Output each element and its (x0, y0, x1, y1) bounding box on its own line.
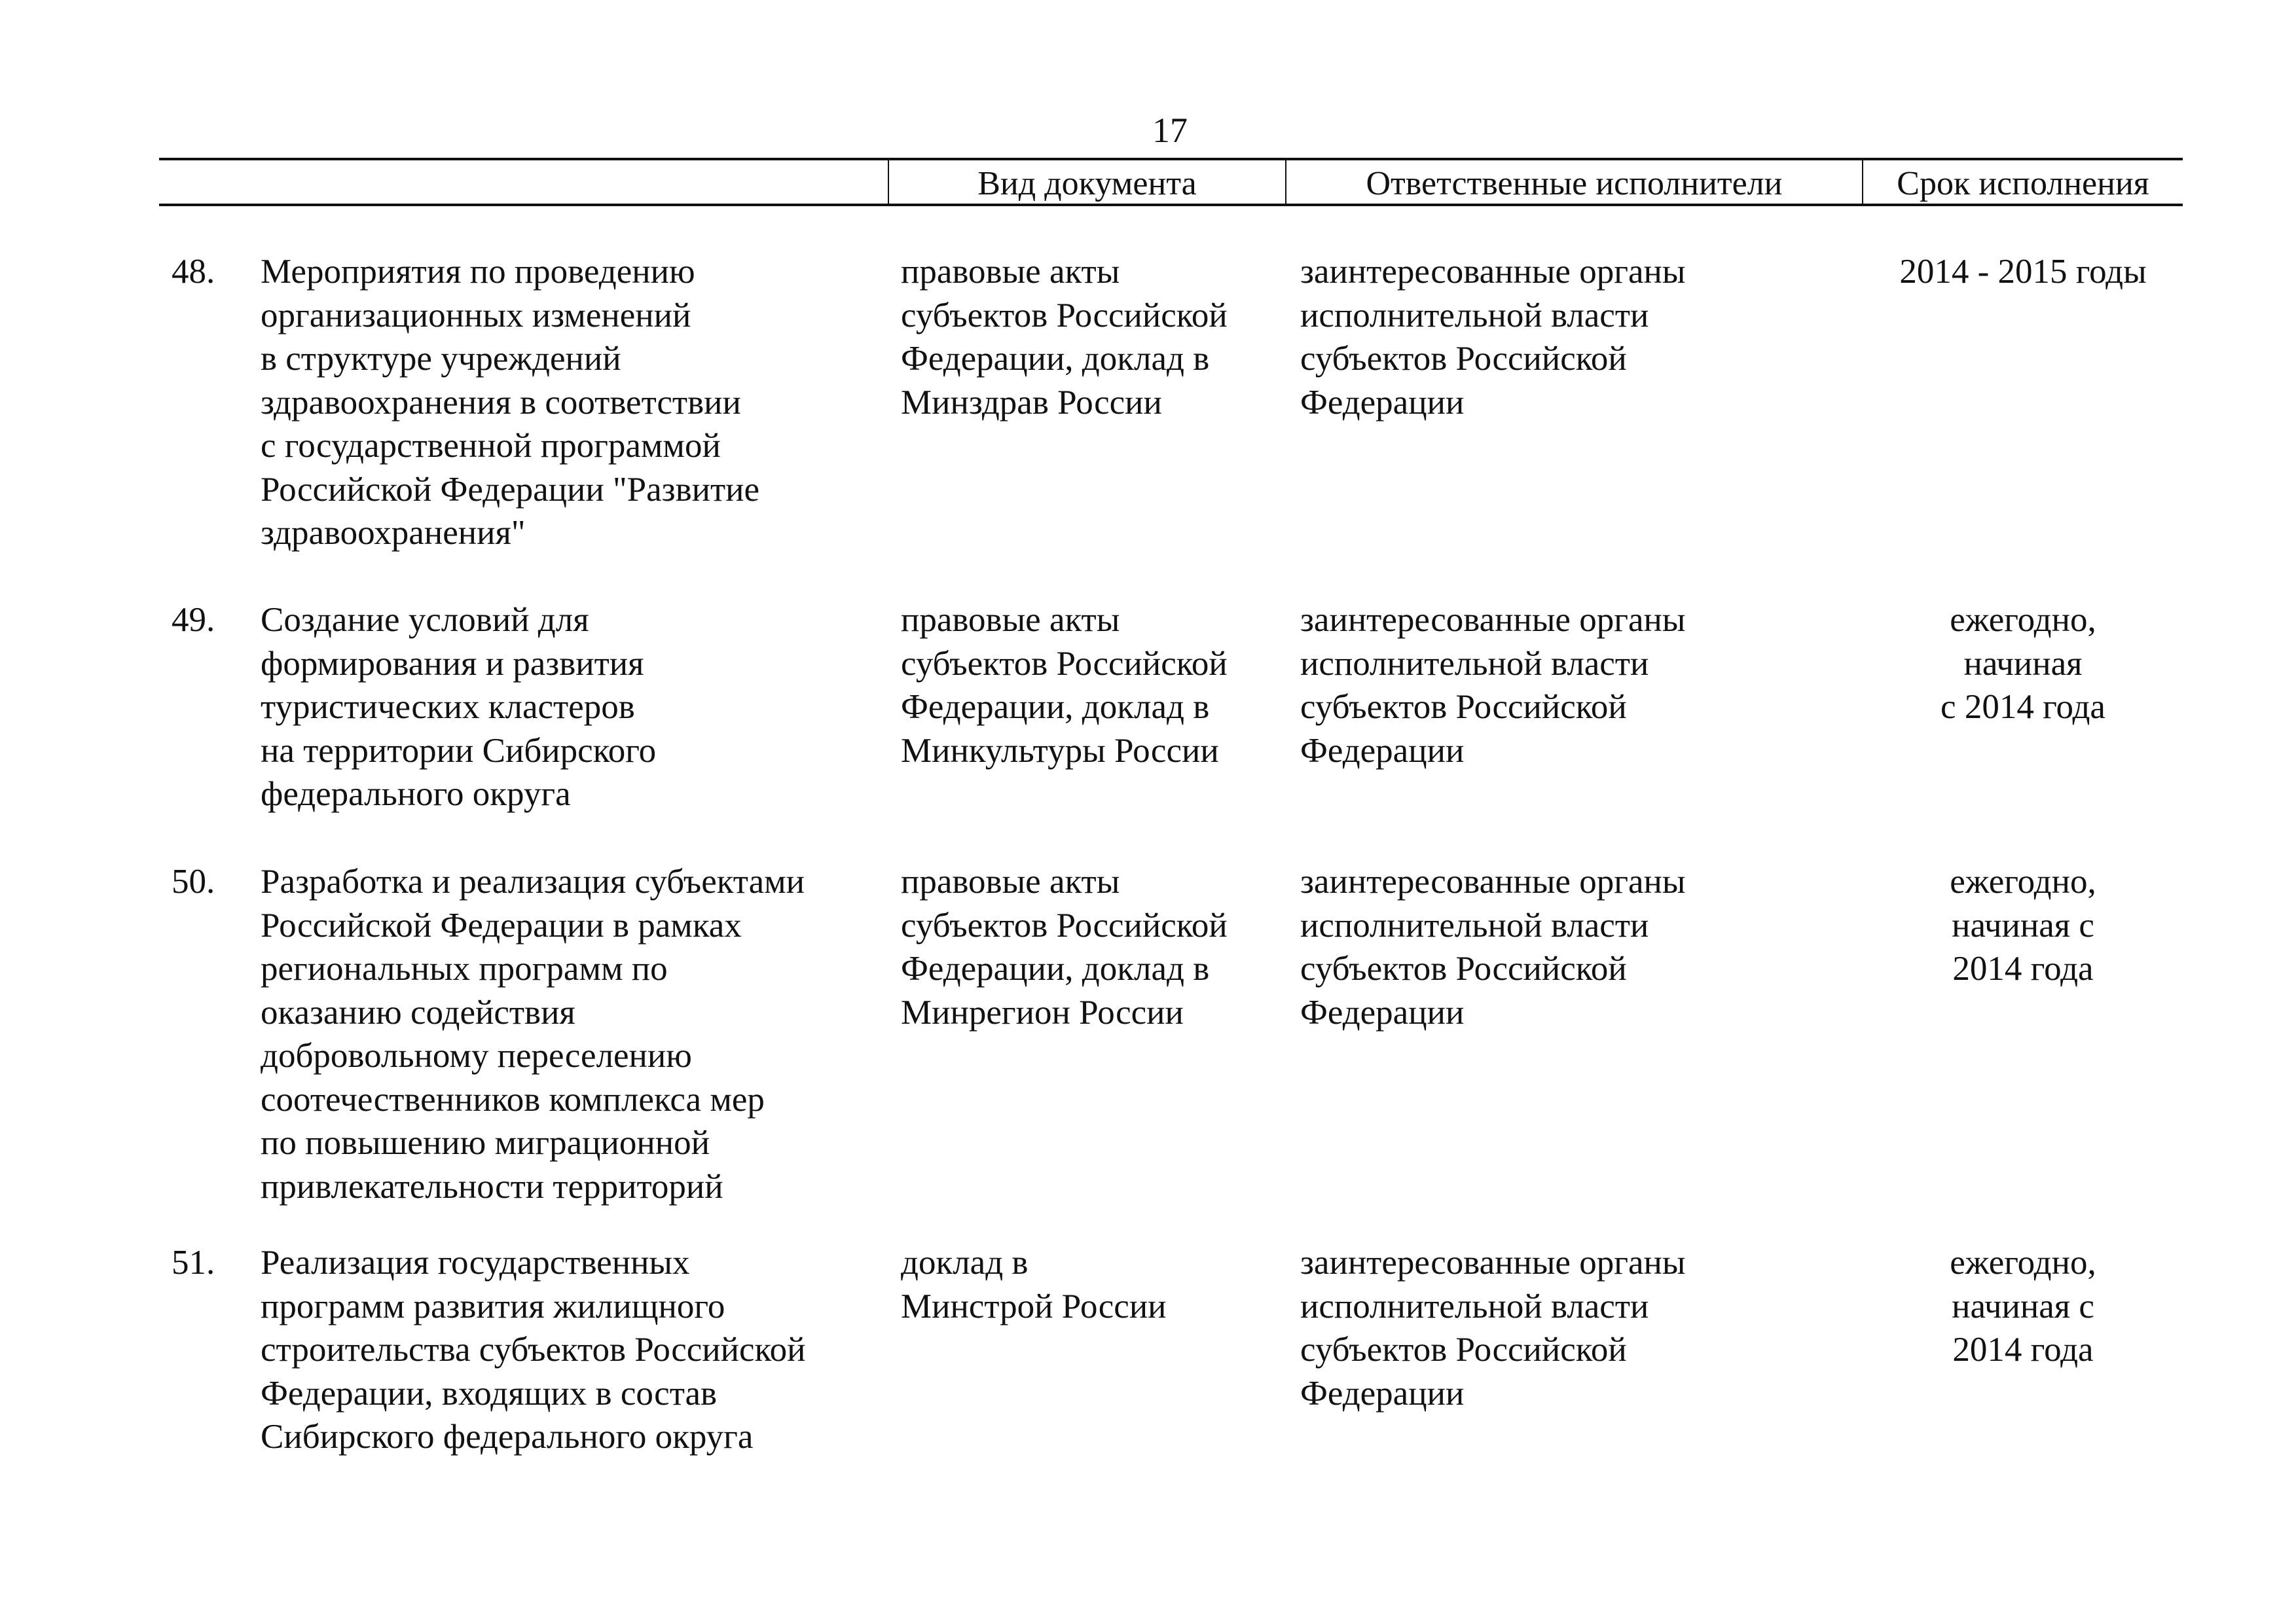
row-responsible: заинтересованные органы исполнительной власти субъектов Российской Федерации (1300, 863, 1686, 1032)
header-doc-type: Вид документа (977, 165, 1197, 202)
table-top-rule (159, 158, 2183, 160)
row-measure: Реализация государственных программ развития жилищного строительства субъектов Российской Федерации, входящих в состав Сибирского федерального округа (261, 1244, 806, 1456)
header-deadline: Срок исполнения (1897, 165, 2149, 202)
row-measure: Мероприятия по проведению организационных изменений в структуре учреждений здравоохранения в соответствии с государственной программой Российской Федерации "Развитие здравоохранения" (261, 253, 760, 552)
row-doc-type: доклад в Минстрой России (901, 1244, 1167, 1325)
row-number: 51. (172, 1244, 215, 1282)
row-doc-type: правовые акты субъектов Российской Федерации, доклад в Минздрав России (901, 253, 1228, 422)
row-measure: Разработка и реализация субъектами Российской Федерации в рамках региональных программ по оказанию содействия добровольному переселению соотечественников комплекса мер по повышению миграционной привлекательности территорий (261, 863, 805, 1206)
row-number: 48. (172, 253, 215, 291)
row-deadline: ежегодно, начиная с 2014 года (1950, 1244, 2096, 1369)
row-measure: Создание условий для формирования и развития туристических кластеров на территории Сибирского федерального округа (261, 601, 657, 813)
row-number: 50. (172, 863, 215, 901)
row-responsible: заинтересованные органы исполнительной власти субъектов Российской Федерации (1300, 601, 1686, 770)
row-deadline: ежегодно, начиная с 2014 года (1941, 601, 2105, 726)
row-responsible: заинтересованные органы исполнительной власти субъектов Российской Федерации (1300, 253, 1686, 422)
row-deadline: 2014 - 2015 годы (1899, 253, 2147, 291)
row-responsible: заинтересованные органы исполнительной власти субъектов Российской Федерации (1300, 1244, 1686, 1413)
row-doc-type: правовые акты субъектов Российской Федерации, доклад в Минрегион России (901, 863, 1228, 1032)
page-number: 17 (1152, 111, 1188, 150)
row-deadline: ежегодно, начиная с 2014 года (1950, 863, 2096, 988)
row-doc-type: правовые акты субъектов Российской Федерации, доклад в Минкультуры России (901, 601, 1228, 770)
row-number: 49. (172, 601, 215, 639)
header-responsible: Ответственные исполнители (1366, 165, 1783, 202)
